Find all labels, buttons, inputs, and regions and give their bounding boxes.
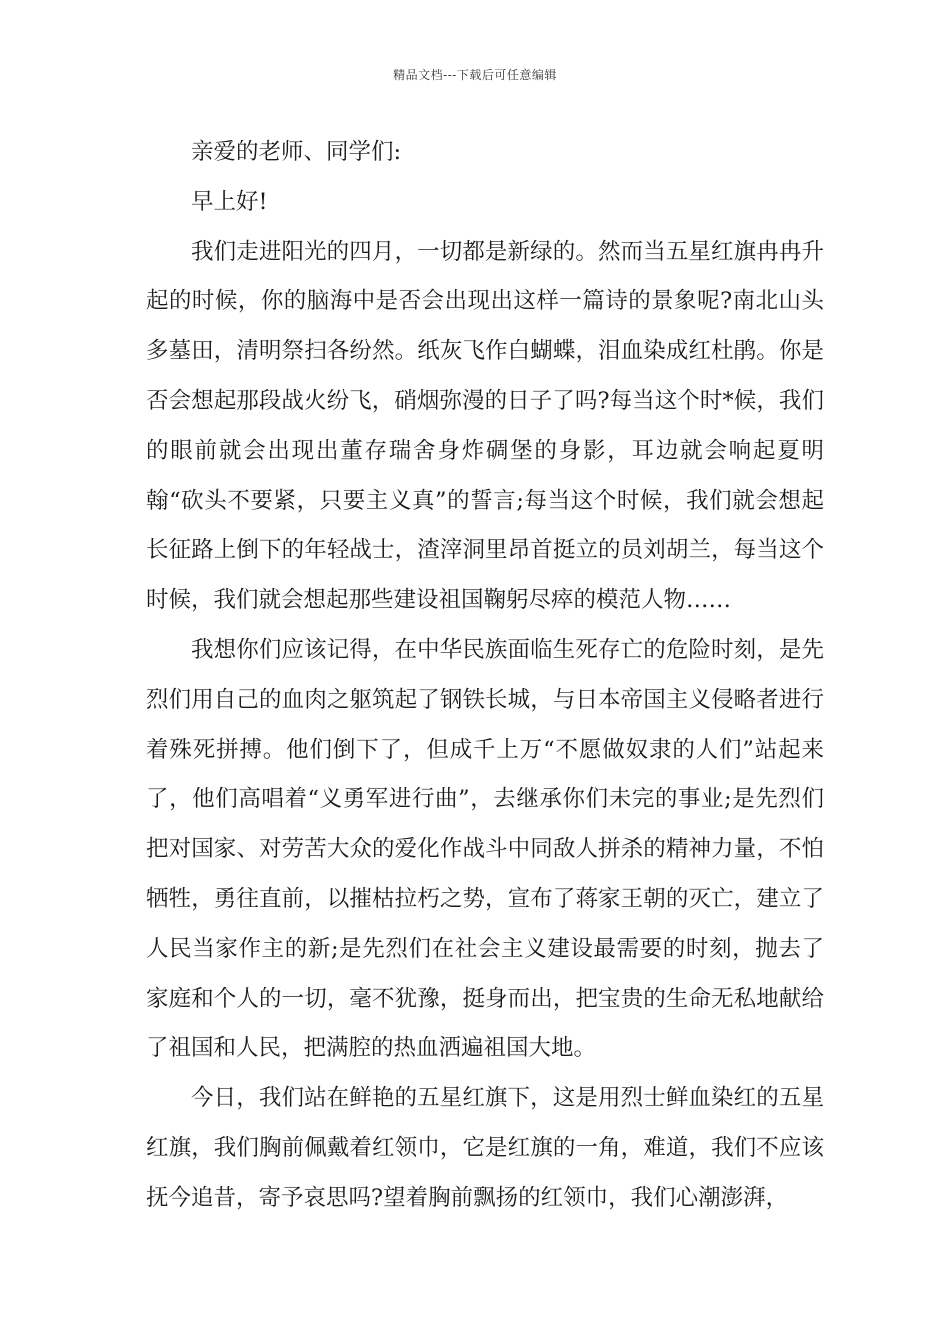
paragraph-greeting: 亲爱的老师、同学们: <box>191 139 402 165</box>
paragraph-body: 今日，我们站在鲜艳的五星红旗下，这是用烈士鲜血染红的五星红旗，我们胸前佩戴着红领巾，它是红旗的一角，难道，我们不应该抚今追昔，寄予哀思吗?望着胸前飘扬的红领巾，我们心潮澎湃， <box>146 1085 824 1211</box>
paragraph-body: 我想你们应该记得，在中华民族面临生死存亡的危险时刻，是先烈们用自己的血肉之躯筑起了钢铁长城，与日本帝国主义侵略者进行着殊死拼搏。他们倒下了，但成千上万“不愿做奴隶的人们”站起来了，他们高唱着“义勇军进行曲”，去继承你们未完的事业;是先烈们把对国家、对劳苦大众的爱化作战斗中同敌人拼杀的精神力量，不怕牺牲，勇往直前，以摧枯拉朽之势，宣布了蒋家王朝的灭亡，建立了人民当家作主的新;是先烈们在社会主义建设最需要的时刻，抛去了家庭和个人的一切，毫不犹豫，挺身而出，把宝贵的生命无私地献给了祖国和人民，把满腔的热血洒遍祖国大地。 <box>146 636 824 1062</box>
paragraph-good-morning: 早上好! <box>191 188 268 215</box>
paragraph-body: 我们走进阳光的四月，一切都是新绿的。然而当五星红旗冉冉升起的时候，你的脑海中是否会出现出这样一篇诗的景象呢?南北山头多墓田，清明祭扫各纷然。纸灰飞作白蝴蝶，泪血染成红杜鹃。你是否会想起那段战火纷飞，硝烟弥漫的日子了吗?每当这个时*候，我们的眼前就会出现出董存瑞舍身炸碉堡的身影，耳边就会响起夏明翰“砍头不要紧，只要主义真”的誓言;每当这个时候，我们就会想起长征路上倒下的年轻战士，渣滓洞里昂首挺立的员刘胡兰，每当这个时候，我们就会想起那些建设祖国鞠躬尽瘁的模范人物…… <box>146 238 824 614</box>
page-header: 精品文档---下载后可任意编辑 <box>393 68 557 82</box>
document-body <box>146 128 824 1224</box>
